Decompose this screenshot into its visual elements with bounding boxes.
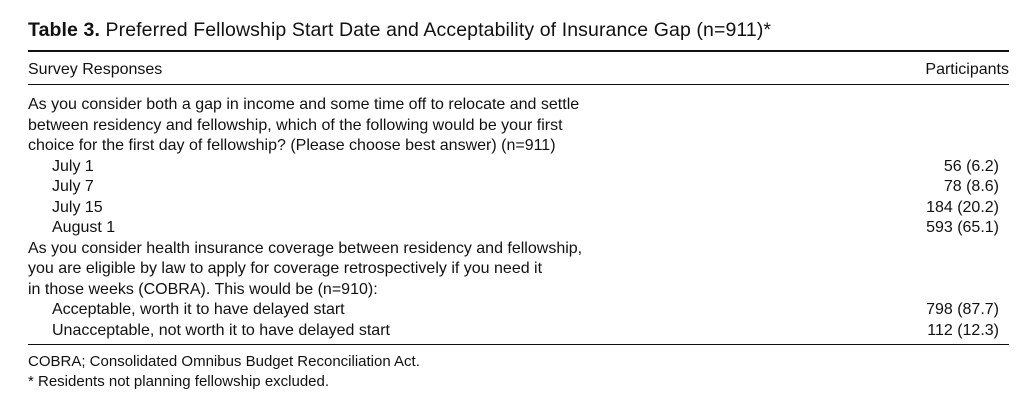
bottom-rule (28, 344, 1009, 345)
table-header (28, 58, 1009, 84)
table-row (28, 198, 1009, 219)
question-1-line: between residency and fellowship, which of the following would be your first (28, 116, 563, 134)
table-row (28, 218, 1009, 239)
question-2-line: you are eligible by law to apply for coverage retrospectively if you need it (28, 260, 543, 277)
table-number: Table 3. (28, 19, 100, 41)
participants-value: 184 (20.2) (926, 198, 999, 216)
option-label: Acceptable, worth it to have delayed start (52, 301, 345, 318)
participants-value: 798 (87.7) (926, 301, 999, 318)
question-1-line: As you consider both a gap in income and some time off to relocate and settle (28, 96, 580, 113)
footnote-abbreviation: COBRA; Consolidated Omnibus Budget Reconciliation Act. (28, 353, 420, 370)
top-rule (28, 50, 1009, 52)
option-label: Unacceptable, not worth it to have delayed start (52, 321, 390, 339)
option-label: July 1 (52, 157, 94, 175)
option-label: July 7 (52, 178, 94, 195)
table-container (28, 0, 1009, 392)
header-survey-responses: Survey Responses (28, 61, 163, 78)
table-footnotes (28, 352, 1009, 392)
question-2-line: As you consider health insurance coverage between residency and fellowship, (28, 239, 583, 257)
table-row (28, 177, 1009, 198)
participants-value: 56 (6.2) (943, 157, 999, 175)
table-row (28, 300, 1009, 321)
table-row (28, 157, 1009, 178)
participants-value: 78 (8.6) (943, 178, 999, 195)
footnote-asterisk: * Residents not planning fellowship excluded. (28, 373, 330, 390)
participants-value: 112 (12.3) (927, 321, 999, 339)
option-label: July 15 (52, 198, 103, 216)
table-body (28, 85, 1009, 344)
header-participants: Participants (925, 61, 1009, 78)
table-row (28, 321, 1009, 342)
question-1-line: choice for the first day of fellowship? (Please choose best answer) (n=911) (28, 137, 556, 154)
participants-value: 593 (65.1) (926, 219, 999, 236)
table-title (28, 18, 1009, 42)
question-2-line: in those weeks (COBRA). This would be (n=910): (28, 280, 378, 298)
option-label: August 1 (52, 219, 116, 236)
table-caption: Preferred Fellowship Start Date and Acceptability of Insurance Gap (n=911)* (105, 19, 772, 41)
